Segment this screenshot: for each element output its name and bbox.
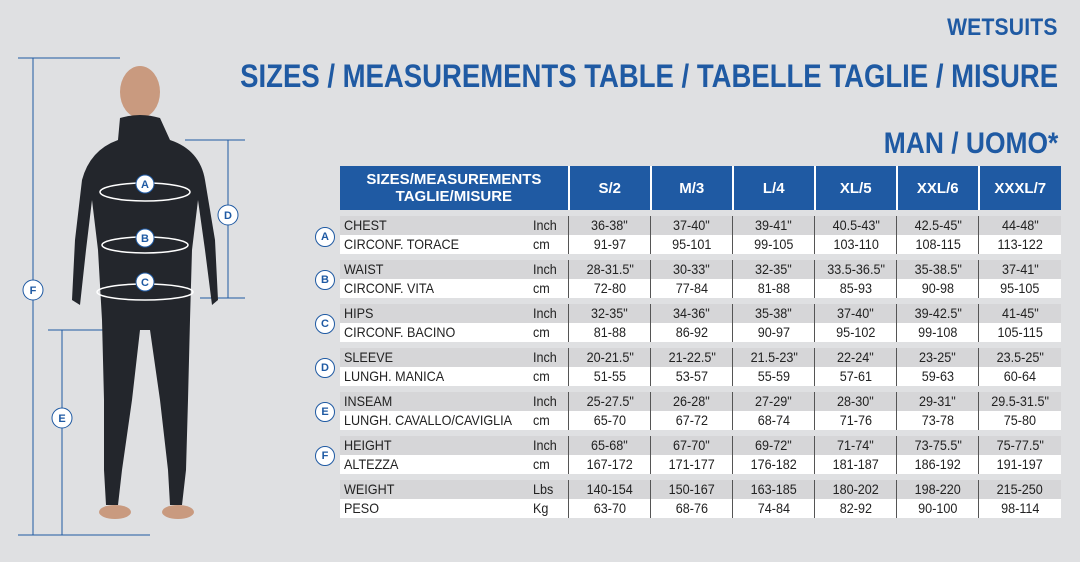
table-cell: [569, 499, 651, 518]
cell-value: 105-115: [997, 324, 1043, 340]
size-header: XL/5: [815, 166, 897, 210]
svg-text:D: D: [224, 210, 232, 222]
table-row: [310, 499, 1061, 518]
cell-value: 51-55: [593, 368, 626, 384]
cell-value: 81-88: [593, 324, 626, 340]
cell-value: 27-29": [755, 393, 793, 409]
table-cell: [979, 257, 1061, 279]
cell-value: 32-35": [755, 261, 793, 277]
cell-value: 29.5-31.5": [991, 393, 1049, 409]
cell-value: 26-28": [673, 393, 711, 409]
cell-value: 22-24": [837, 349, 875, 365]
cell-value: 73-78: [921, 412, 954, 428]
cell-value: 63-70: [593, 500, 626, 516]
cell-value: 108-115: [915, 236, 961, 252]
table-cell: [569, 323, 651, 345]
cell-value: 21.5-23": [750, 349, 798, 365]
cell-value: 35-38": [755, 305, 793, 321]
cell-value: 90-98: [921, 280, 954, 296]
measurement-unit: Inch: [532, 393, 557, 409]
cell-value: 171-177: [668, 456, 715, 472]
cell-value: 39-41": [755, 217, 793, 233]
table-cell: [897, 345, 979, 367]
cell-value: 41-45": [1001, 305, 1039, 321]
table-cell: [979, 279, 1061, 301]
table-cell: [733, 323, 815, 345]
table-cell: [897, 257, 979, 279]
size-header: XXL/6: [897, 166, 979, 210]
table-cell: [733, 235, 815, 257]
measurement-unit: Inch: [532, 437, 557, 453]
table-cell: [733, 455, 815, 477]
measurement-unit: cm: [532, 280, 550, 296]
cell-value: 36-38": [591, 217, 629, 233]
cell-value: 67-72: [675, 412, 708, 428]
measurement-letter-badge: F: [315, 446, 335, 466]
cell-value: 215-250: [996, 481, 1044, 497]
table-row: [310, 323, 1061, 345]
man-silhouette: [72, 66, 218, 519]
table-cell: [815, 499, 897, 518]
table-cell: [733, 279, 815, 301]
measurement-unit: Lbs: [532, 481, 554, 497]
cell-value: 99-105: [754, 236, 794, 252]
cell-value: 73-75.5": [914, 437, 962, 453]
table-cell: [815, 455, 897, 477]
measurement-name-it: CIRCONF. VITA: [344, 280, 435, 296]
measurement-unit: cm: [532, 236, 550, 252]
cell-value: 86-92: [675, 324, 708, 340]
table-cell: [651, 455, 733, 477]
cell-value: 95-105: [1000, 280, 1040, 296]
cell-value: 95-102: [836, 324, 876, 340]
cell-value: 75-80: [1003, 412, 1037, 428]
cell-value: 59-63: [921, 368, 954, 384]
size-header: M/3: [651, 166, 733, 210]
svg-text:F: F: [29, 285, 37, 297]
table-cell: [569, 235, 651, 257]
page-title: SIZES / MEASUREMENTS TABLE / TABELLE TAGLIE / MISURE: [240, 58, 1058, 94]
measurement-unit: cm: [532, 456, 550, 472]
table-body: [310, 216, 1061, 518]
table-cell: [979, 301, 1061, 323]
cell-value: 95-101: [672, 236, 712, 252]
cell-value: 65-70: [593, 412, 626, 428]
measurement-letter-badge: B: [315, 270, 335, 290]
cell-value: 37-40": [837, 305, 875, 321]
table-cell: [651, 367, 733, 389]
measurement-name-it: PESO: [344, 500, 380, 516]
measurement-unit: cm: [532, 324, 550, 340]
svg-text:E: E: [58, 413, 66, 425]
cell-value: 98-114: [1000, 500, 1040, 516]
table-cell: [651, 216, 733, 235]
table-cell: [815, 433, 897, 455]
table-cell: [897, 279, 979, 301]
measurement-unit: cm: [532, 412, 550, 428]
table-cell: [897, 411, 979, 433]
table-cell: [897, 216, 979, 235]
table-cell: [979, 455, 1061, 477]
table-cell: [979, 433, 1061, 455]
measurement-letter-badge: C: [315, 314, 335, 334]
cell-value: 74-84: [757, 500, 790, 516]
cell-value: 68-74: [757, 412, 790, 428]
table-row: [310, 367, 1061, 389]
measurement-name-en: HIPS: [344, 305, 374, 321]
measurement-name-en: INSEAM: [344, 393, 393, 409]
cell-value: 42.5-45": [914, 217, 962, 233]
table-row: [310, 257, 1061, 279]
table-cell: [733, 216, 815, 235]
svg-text:B: B: [141, 233, 149, 245]
table-cell: [815, 345, 897, 367]
table-cell: [897, 477, 979, 499]
size-table: [310, 166, 1061, 518]
label-a-icon: [136, 175, 154, 193]
table-cell: [979, 367, 1061, 389]
measurement-name-en: WEIGHT: [344, 481, 395, 497]
table-cell: [569, 477, 651, 499]
table-cell: [569, 411, 651, 433]
measurement-name-it: CIRCONF. TORACE: [344, 236, 460, 252]
cell-value: 186-192: [914, 456, 961, 472]
cell-value: 68-76: [675, 500, 708, 516]
table-cell: [815, 323, 897, 345]
header-label-en: SIZES/MEASUREMENTS: [366, 171, 542, 188]
table-cell: [897, 433, 979, 455]
table-cell: [897, 455, 979, 477]
table-cell: [979, 345, 1061, 367]
cell-value: 77-84: [675, 280, 708, 296]
cell-value: 28-31.5": [586, 261, 634, 277]
table-cell: [815, 477, 897, 499]
table-row: [310, 477, 1061, 499]
table-cell: [733, 345, 815, 367]
table-cell: [815, 257, 897, 279]
cell-value: 181-187: [832, 456, 879, 472]
measurement-unit: Inch: [532, 217, 557, 233]
table-cell: [897, 499, 979, 518]
table-row: [310, 279, 1061, 301]
table-cell: [815, 367, 897, 389]
measurement-name-it: LUNGH. MANICA: [344, 368, 445, 384]
table-cell: [651, 323, 733, 345]
table-cell: [979, 389, 1061, 411]
measurement-letter-badge: D: [315, 358, 335, 378]
measurement-name-en: CHEST: [344, 217, 387, 233]
table-cell: [651, 499, 733, 518]
table-cell: [897, 367, 979, 389]
cell-value: 60-64: [1003, 368, 1037, 384]
svg-text:C: C: [141, 277, 149, 289]
table-cell: [733, 477, 815, 499]
table-cell: [569, 345, 651, 367]
cell-value: 167-172: [586, 456, 633, 472]
table-cell: [651, 345, 733, 367]
table-cell: [651, 279, 733, 301]
measurement-name-en: WAIST: [344, 261, 384, 277]
measurement-name-it: ALTEZZA: [344, 456, 399, 472]
table-cell: [569, 367, 651, 389]
table-cell: [897, 235, 979, 257]
table-header-row: [310, 166, 1061, 210]
table-cell: [733, 433, 815, 455]
table-cell: [815, 279, 897, 301]
measurement-unit: Inch: [532, 305, 557, 321]
cell-value: 71-74": [837, 437, 875, 453]
cell-value: 30-33": [673, 261, 711, 277]
measurement-unit: Inch: [532, 261, 557, 277]
cell-value: 44-48": [1001, 217, 1039, 233]
table-row: [310, 433, 1061, 455]
measurement-name-en: HEIGHT: [344, 437, 392, 453]
table-cell: [979, 235, 1061, 257]
size-header: L/4: [733, 166, 815, 210]
cell-value: 198-220: [914, 481, 961, 497]
table-cell: [815, 216, 897, 235]
table-cell: [569, 455, 651, 477]
measurement-unit: Inch: [532, 349, 557, 365]
cell-value: 39-42.5": [914, 305, 962, 321]
cell-value: 23-25": [919, 349, 957, 365]
cell-value: 99-108: [918, 324, 958, 340]
category-title: WETSUITS: [947, 14, 1058, 41]
table-cell: [651, 235, 733, 257]
cell-value: 37-41": [1001, 261, 1039, 277]
table-cell: [733, 411, 815, 433]
cell-value: 25-27.5": [586, 393, 634, 409]
table-cell: [897, 301, 979, 323]
cell-value: 28-30": [837, 393, 875, 409]
table-row: [310, 216, 1061, 235]
cell-value: 113-122: [997, 236, 1043, 252]
table-cell: [979, 499, 1061, 518]
cell-value: 37-40": [673, 217, 711, 233]
measurement-name-en: SLEEVE: [344, 349, 394, 365]
table-cell: [569, 257, 651, 279]
cell-value: 85-93: [839, 280, 872, 296]
table-cell: [733, 301, 815, 323]
size-header: XXXL/7: [979, 166, 1061, 210]
label-b-icon: [136, 229, 154, 247]
svg-text:A: A: [141, 179, 149, 191]
header-label-it: TAGLIE/MISURE: [395, 188, 513, 205]
table-cell: [651, 257, 733, 279]
cell-value: 82-92: [839, 500, 872, 516]
measurement-letter-badge: E: [315, 402, 335, 422]
cell-value: 20-21.5": [586, 349, 634, 365]
cell-value: 34-36": [673, 305, 711, 321]
table-cell: [979, 411, 1061, 433]
page-subtitle: MAN / UOMO*: [883, 127, 1058, 160]
table-header-label: [340, 166, 569, 210]
table-cell: [979, 323, 1061, 345]
table-cell: [569, 389, 651, 411]
table-cell: [569, 301, 651, 323]
table-cell: [979, 477, 1061, 499]
table-row: [310, 455, 1061, 477]
cell-value: 69-72": [755, 437, 793, 453]
table-cell: [651, 411, 733, 433]
cell-value: 81-88: [757, 280, 790, 296]
table-cell: [651, 389, 733, 411]
cell-value: 176-182: [750, 456, 797, 472]
cell-value: 180-202: [832, 481, 879, 497]
measurement-name-it: CIRCONF. BACINO: [344, 324, 456, 340]
table-cell: [733, 389, 815, 411]
table-cell: [569, 433, 651, 455]
cell-value: 40.5-43": [832, 217, 880, 233]
table-cell: [733, 257, 815, 279]
cell-value: 91-97: [593, 236, 626, 252]
table-cell: [651, 433, 733, 455]
measurement-name-it: LUNGH. CAVALLO/CAVIGLIA: [344, 412, 513, 428]
cell-value: 191-197: [996, 456, 1044, 472]
table-cell: [651, 301, 733, 323]
cell-value: 35-38.5": [914, 261, 962, 277]
table-cell: [815, 411, 897, 433]
table-cell: [569, 279, 651, 301]
table-cell: [569, 216, 651, 235]
table-row: [310, 389, 1061, 411]
cell-value: 57-61: [839, 368, 872, 384]
cell-value: 90-97: [757, 324, 790, 340]
cell-value: 67-70": [673, 437, 711, 453]
label-e-icon: [52, 408, 72, 428]
size-header: S/2: [569, 166, 651, 210]
measurement-unit: cm: [532, 368, 550, 384]
table-row: [310, 411, 1061, 433]
cell-value: 33.5-36.5": [826, 261, 885, 277]
cell-value: 65-68": [591, 437, 629, 453]
table-cell: [815, 389, 897, 411]
table-row: [310, 345, 1061, 367]
table-cell: [815, 235, 897, 257]
cell-value: 103-110: [833, 236, 879, 252]
table-cell: [979, 216, 1061, 235]
table-row: [310, 235, 1061, 257]
table-cell: [651, 477, 733, 499]
cell-value: 75-77.5": [996, 437, 1044, 453]
table-row: [310, 301, 1061, 323]
table-cell: [733, 499, 815, 518]
measurement-unit: Kg: [532, 500, 549, 516]
table-cell: [897, 389, 979, 411]
cell-value: 150-167: [668, 481, 715, 497]
cell-value: 90-100: [918, 500, 958, 516]
cell-value: 29-31": [919, 393, 957, 409]
cell-value: 72-80: [593, 280, 626, 296]
cell-value: 32-35": [591, 305, 629, 321]
cell-value: 163-185: [750, 481, 797, 497]
measurement-letter-badge: A: [315, 227, 335, 247]
table-cell: [815, 301, 897, 323]
cell-value: 23.5-25": [996, 349, 1044, 365]
table-cell: [897, 323, 979, 345]
cell-value: 140-154: [586, 481, 633, 497]
label-f-icon: [23, 280, 43, 300]
label-c-icon: [136, 273, 154, 291]
cell-value: 71-76: [839, 412, 872, 428]
cell-value: 53-57: [675, 368, 708, 384]
cell-value: 21-22.5": [668, 349, 716, 365]
table-cell: [733, 367, 815, 389]
cell-value: 55-59: [757, 368, 790, 384]
label-d-icon: [218, 205, 238, 225]
